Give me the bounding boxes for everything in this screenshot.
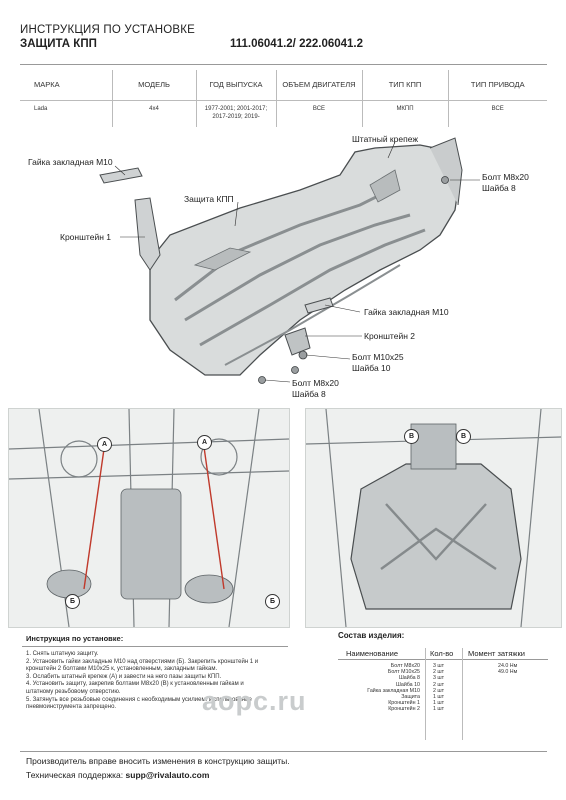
composition-qty: 3 шт <box>433 675 445 682</box>
instruction-step: 1. Снять штатную защиту. <box>26 651 99 657</box>
header-divider <box>20 64 547 65</box>
callout-washer-10: Шайба 10 <box>352 363 391 373</box>
composition-title: Состав изделия: <box>338 631 405 640</box>
callout-bolt-m10: Болт М10х25 <box>352 352 404 362</box>
composition-name: Болт М10х25 <box>387 669 420 676</box>
support-label: Техническая поддержка: <box>26 770 124 780</box>
composition-qty: 1 шт <box>433 694 445 701</box>
composition-name: Болт М8х20 <box>390 663 420 669</box>
instructions-divider <box>22 646 288 647</box>
footer-divider <box>20 751 547 752</box>
callout-washer-8-bottom: Шайба 8 <box>292 389 326 399</box>
marker-b-2: Б <box>265 594 280 609</box>
composition-names <box>338 663 420 713</box>
composition-torques <box>498 663 546 675</box>
callout-stock-fastener: Штатный крепеж <box>352 134 419 144</box>
composition-qty: 2 шт <box>433 681 445 688</box>
installed-plate-shape <box>351 464 521 609</box>
composition-divider <box>338 659 548 660</box>
spec-header-drive: ТИП ПРИВОДА <box>448 70 547 101</box>
watermark: аорс.ru <box>202 686 307 716</box>
composition-qty: 1 шт <box>433 700 445 707</box>
support-email-link[interactable]: supp@rivalauto.com <box>125 770 210 780</box>
callout-bolt-m8-top: Болт М8х20 <box>482 172 529 182</box>
marker-a-1: А <box>97 437 112 452</box>
composition-name: Кронштейн 2 <box>388 706 420 713</box>
spec-cell-drive: ВСЕ <box>448 101 547 128</box>
callout-washer-8-top: Шайба 8 <box>482 183 516 193</box>
product-name: ЗАЩИТА КПП <box>20 38 97 50</box>
spec-header-engine: ОБЪЕМ ДВИГАТЕЛЯ <box>276 70 362 101</box>
spec-cell-make: Lada <box>34 106 48 112</box>
footer-support <box>26 770 209 780</box>
composition-header-qty: Кол-во <box>430 649 454 658</box>
spec-cell-year: 1977-2001; 2001-2017; 2017-2019; 2019- <box>196 101 276 128</box>
nut-top-shape <box>100 168 142 183</box>
spec-cell-engine: ВСЕ <box>276 101 362 128</box>
spec-header-model: МОДЕЛЬ <box>112 70 196 101</box>
callout-nut-mid: Гайка закладная М10 <box>364 307 449 317</box>
callout-skid-plate: Защита КПП <box>184 194 234 204</box>
doc-title: ИНСТРУКЦИЯ ПО УСТАНОВКЕ <box>20 24 196 36</box>
instruction-step: 3. Ослабить штатный крепеж (А) и завести на него пазы защиты КПП. <box>26 673 222 680</box>
composition-torque: 49.0 Нм <box>498 669 518 676</box>
bracket-1-shape <box>135 198 160 270</box>
footer-disclaimer: Производитель вправе вносить изменения в конструкцию защиты. <box>26 756 290 766</box>
composition-name: Кронштейн 1 <box>388 700 420 707</box>
callout-bolt-m8-bottom: Болт М8х20 <box>292 378 339 388</box>
composition-header-torque: Момент затяжки <box>468 649 525 658</box>
instruction-step: пневмоинструмента запрещено. <box>26 704 117 711</box>
spec-table <box>20 70 547 127</box>
instruction-step: 5. Затянуть все резьбовые соединения с необходимым усилием. Использование <box>26 696 252 703</box>
spec-header-year: ГОД ВЫПУСКА <box>196 70 276 101</box>
composition-name: Защита <box>401 694 420 701</box>
spec-header-gearbox: ТИП КПП <box>362 70 448 101</box>
photo-underbody-installed <box>305 408 562 628</box>
spec-cell-model: 4x4 <box>112 101 196 128</box>
composition-qty: 1 шт <box>433 706 445 713</box>
composition-header-name: Наименование <box>346 649 398 658</box>
composition-torque: 24.0 Нм <box>498 663 518 669</box>
callout-nut-top: Гайка закладная М10 <box>28 157 113 167</box>
instructions-title: Инструкция по установке: <box>26 634 124 643</box>
marker-v-1: В <box>404 429 419 444</box>
bracket-2-shape <box>285 328 310 355</box>
composition-name: Гайка закладная М10 <box>367 687 420 694</box>
composition-qty: 2 шт <box>433 687 445 694</box>
photo-underbody-before <box>8 408 290 628</box>
composition-qty: 2 шт <box>433 669 445 676</box>
spec-header-make: МАРКА <box>20 70 112 101</box>
spec-cell-gearbox: МКПП <box>362 101 448 128</box>
part-numbers: 111.06041.2/ 222.06041.2 <box>230 38 364 50</box>
marker-a-2: А <box>197 435 212 450</box>
instruction-step: кронштейн 2 болтами М10х25 к, установленным, закладным гайкам. <box>26 666 218 673</box>
instruction-step: 4. Установить защиту, закрепив болтами М8х20 (В) к установленным гайкам и <box>26 681 244 688</box>
marker-v-2: В <box>456 429 471 444</box>
marker-b-1: Б <box>65 594 80 609</box>
composition-name: Шайба 8 <box>398 675 420 682</box>
callout-bracket-2: Кронштейн 2 <box>364 331 415 341</box>
composition-quantities <box>433 663 459 713</box>
composition-name: Шайба 10 <box>396 681 420 688</box>
instruction-step: 2. Установить гайки закладные М10 над отверстиями (Б). Закрепить кронштейн 1 и <box>26 658 259 665</box>
callout-bracket-1: Кронштейн 1 <box>60 232 111 242</box>
composition-col-rule-2 <box>462 648 463 740</box>
composition-col-rule-1 <box>425 648 426 740</box>
composition-qty: 3 шт <box>433 663 445 669</box>
instruction-step: штатному резьбовому отверстию. <box>26 688 121 695</box>
